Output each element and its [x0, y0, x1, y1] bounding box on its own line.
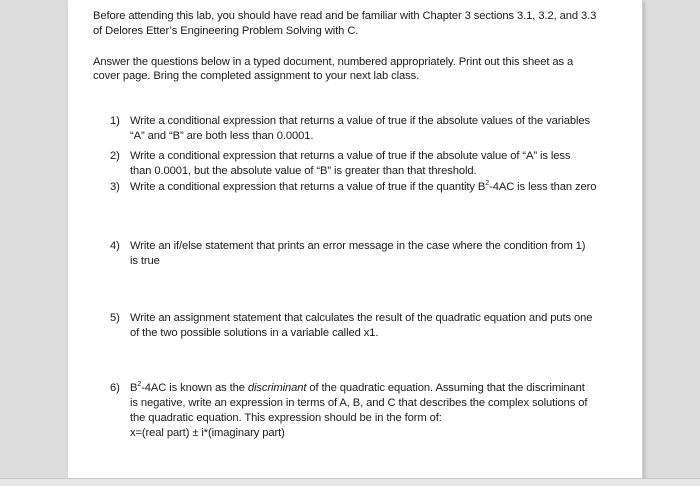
question-6-line-2: is negative, write an expression in terms of A, B, and C that describes the complex solutions of: [130, 397, 588, 409]
question-6-line-4: x=(real part) ± i*(imaginary part): [130, 427, 285, 439]
question-3-text-b: -4AC is less than zero: [489, 181, 597, 193]
question-4-line-1: Write an if/else statement that prints an error message in the case where the condition from 1): [130, 240, 586, 252]
question-6-line-3: the quadratic equation. This expression should be in the form of:: [130, 412, 442, 424]
instructions-line-2: cover page. Bring the completed assignment to your next lab class.: [93, 70, 420, 82]
instructions-line-1: Answer the questions below in a typed document, numbered appropriately. Print out this sheet as a: [93, 56, 574, 68]
question-3-number: 3): [110, 181, 120, 193]
question-1-line-1: Write a conditional expression that returns a value of true if the absolute values of the variables: [130, 115, 591, 127]
question-4-number: 4): [110, 240, 120, 252]
question-5-line-2: of the two possible solutions in a variable called x1.: [130, 327, 379, 339]
question-3-superscript: 2: [485, 180, 490, 187]
intro-line-2: of Delores Etter’s Engineering Problem Solving with C.: [93, 25, 359, 37]
question-2-line-1: Write a conditional expression that returns a value of true if the absolute value of “A” is less: [130, 150, 571, 162]
question-6-text-b: -4AC is known as the: [141, 382, 248, 394]
question-6-superscript: 2: [137, 381, 142, 388]
question-6-text-c: of the quadratic equation. Assuming that the discriminant: [306, 382, 585, 394]
intro-line-1: Before attending this lab, you should have read and be familiar with Chapter 3 sections 3.1, 3.2, and 3.3: [93, 10, 597, 22]
question-2-number: 2): [110, 150, 120, 162]
question-1-line-2: “A” and “B” are both less than 0.0001.: [130, 130, 314, 142]
question-4-line-2: is true: [130, 255, 160, 267]
question-6-number: 6): [110, 382, 120, 394]
question-6-emphasis: discriminant: [247, 382, 307, 394]
question-6-text-a: B: [130, 382, 138, 394]
question-5-number: 5): [110, 312, 120, 324]
question-1-number: 1): [110, 115, 120, 127]
question-6-line-1: [130, 381, 585, 395]
question-3-text: [130, 180, 596, 194]
document-page: [68, 0, 643, 479]
question-5-line-1: Write an assignment statement that calculates the result of the quadratic equation and puts one: [130, 312, 593, 324]
question-3-text-a: Write a conditional expression that returns a value of true if the quantity B: [130, 181, 486, 193]
question-2-line-2: than 0.0001, but the absolute value of “B” is greater than that threshold.: [130, 165, 477, 177]
